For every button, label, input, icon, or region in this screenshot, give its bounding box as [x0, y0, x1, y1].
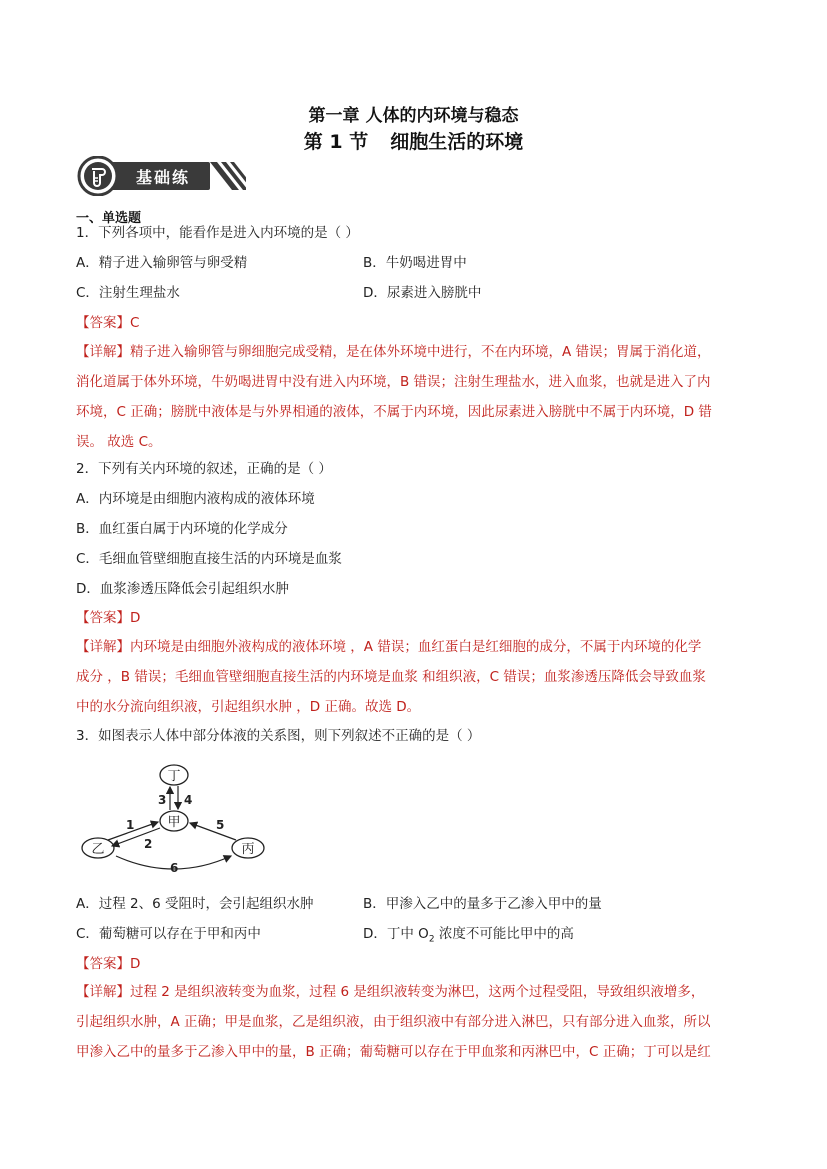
question-2-answer: 【答案】D: [76, 610, 141, 626]
question-1-option-d: D．尿素进入膀胱中: [363, 285, 482, 301]
explanation-line: 误。 故选 C。: [76, 434, 162, 450]
arrow-label-3: 3: [158, 793, 167, 807]
question-2-option-c: C．毛细血管壁细胞直接生活的内环境是血浆: [76, 551, 342, 567]
question-2-option-a: A．内环境是由细胞内液构成的液体环境: [76, 491, 315, 507]
section-title: [0, 127, 827, 154]
section-name: 细胞生活的环境: [390, 131, 524, 153]
explanation-line: 【详解】内环境是由细胞外液构成的液体环境 ，A 错误；血红蛋白是红细胞的成分，不属于内环境的化学: [76, 639, 702, 655]
question-1-option-b: B．牛奶喝进胃中: [363, 255, 467, 271]
explanation-line: 环境，C 正确；膀胱中液体是与外界相通的液体，不属于内环境，因此尿素进入膀胱中不属于内环境，D 错: [76, 404, 712, 420]
question-1-option-a: A．精子进入输卵管与卵受精: [76, 255, 248, 271]
arrow-label-1: 1: [126, 818, 135, 832]
question-2-stem: 2．下列有关内环境的叙述，正确的是（ ）: [76, 461, 332, 477]
node-yi-label: 乙: [91, 842, 105, 857]
question-3-explanation: [76, 977, 756, 1067]
explanation-line: 中的水分流向组织液，引起组织水肿 ，D 正确。故选 D。: [76, 699, 421, 715]
node-ding-label: 丁: [167, 769, 181, 784]
explanation-line: 消化道属于体外环境，牛奶喝进胃中没有进入内环境，B 错误；注射生理盐水，进入血浆，也就是进入了内: [76, 374, 711, 390]
arrow-label-2: 2: [144, 837, 153, 851]
question-2-option-d: D．血浆渗透压降低会引起组织水肿: [76, 581, 289, 597]
question-3-option-b: B．甲渗入乙中的量多于乙渗入甲中的量: [363, 896, 602, 912]
question-3-answer: 【答案】D: [76, 956, 141, 972]
chapter-title: 第一章 人体的内环境与稳态: [308, 106, 519, 126]
question-1-option-c: C．注射生理盐水: [76, 285, 180, 301]
arrow-5: [190, 823, 236, 840]
section-number: 第 1 节: [303, 131, 369, 153]
question-2-option-b: B．血红蛋白属于内环境的化学成分: [76, 521, 288, 537]
question-3-option-a: A．过程 2、6 受阻时，会引起组织水肿: [76, 896, 314, 912]
question-1-explanation: [76, 337, 756, 457]
question-2-explanation: [76, 632, 756, 722]
question-3-option-d: [363, 925, 574, 949]
option-d-text-rest: 浓度不可能比甲中的高: [434, 926, 574, 942]
arrow-label-5: 5: [216, 818, 225, 832]
banner-label: 基础练: [136, 168, 191, 187]
node-jia-label: 甲: [167, 815, 181, 830]
question-1-stem: 1．下列各项中，能看作是进入内环境的是（ ）: [76, 225, 359, 241]
basic-practice-banner: [76, 156, 246, 196]
option-d-text: D．丁中 O: [363, 926, 429, 942]
body-fluid-diagram: [76, 760, 276, 885]
question-3-option-c: C．葡萄糖可以存在于甲和丙中: [76, 926, 261, 942]
arrow-label-4: 4: [184, 793, 193, 807]
explanation-line: 成分 ，B 错误；毛细血管壁细胞直接生活的内环境是血浆 和组织液，C 错误；血浆渗透压降低会导致血浆: [76, 669, 706, 685]
explanation-line: 【详解】精子进入输卵管与卵细胞完成受精，是在体外环境中进行，不在内环境，A 错误；胃属于消化道，: [76, 344, 711, 360]
question-3-stem: 3．如图表示人体中部分体液的关系图，则下列叙述不正确的是（ ）: [76, 728, 481, 744]
node-bing-label: 丙: [241, 842, 255, 857]
oxygen-subscript: 2: [428, 934, 435, 945]
explanation-line: 引起组织水肿，A 正确；甲是血浆，乙是组织液，由于组织液中有部分进入淋巴，只有部分进入血浆，所以: [76, 1014, 711, 1030]
explanation-line: 【详解】过程 2 是组织液转变为血浆，过程 6 是组织液转变为淋巴，这两个过程受阻，导致组织液增多，: [76, 984, 705, 1000]
arrow-label-6: 6: [170, 861, 179, 875]
explanation-line: 甲渗入乙中的量多于乙渗入甲中的量，B 正确；葡萄糖可以存在于甲血浆和丙淋巴中，C 正确；丁可以是红: [76, 1044, 711, 1060]
question-1-answer: 【答案】C: [76, 315, 140, 331]
arrow-2: [112, 828, 160, 846]
section-heading: 一、单选题: [76, 211, 142, 226]
